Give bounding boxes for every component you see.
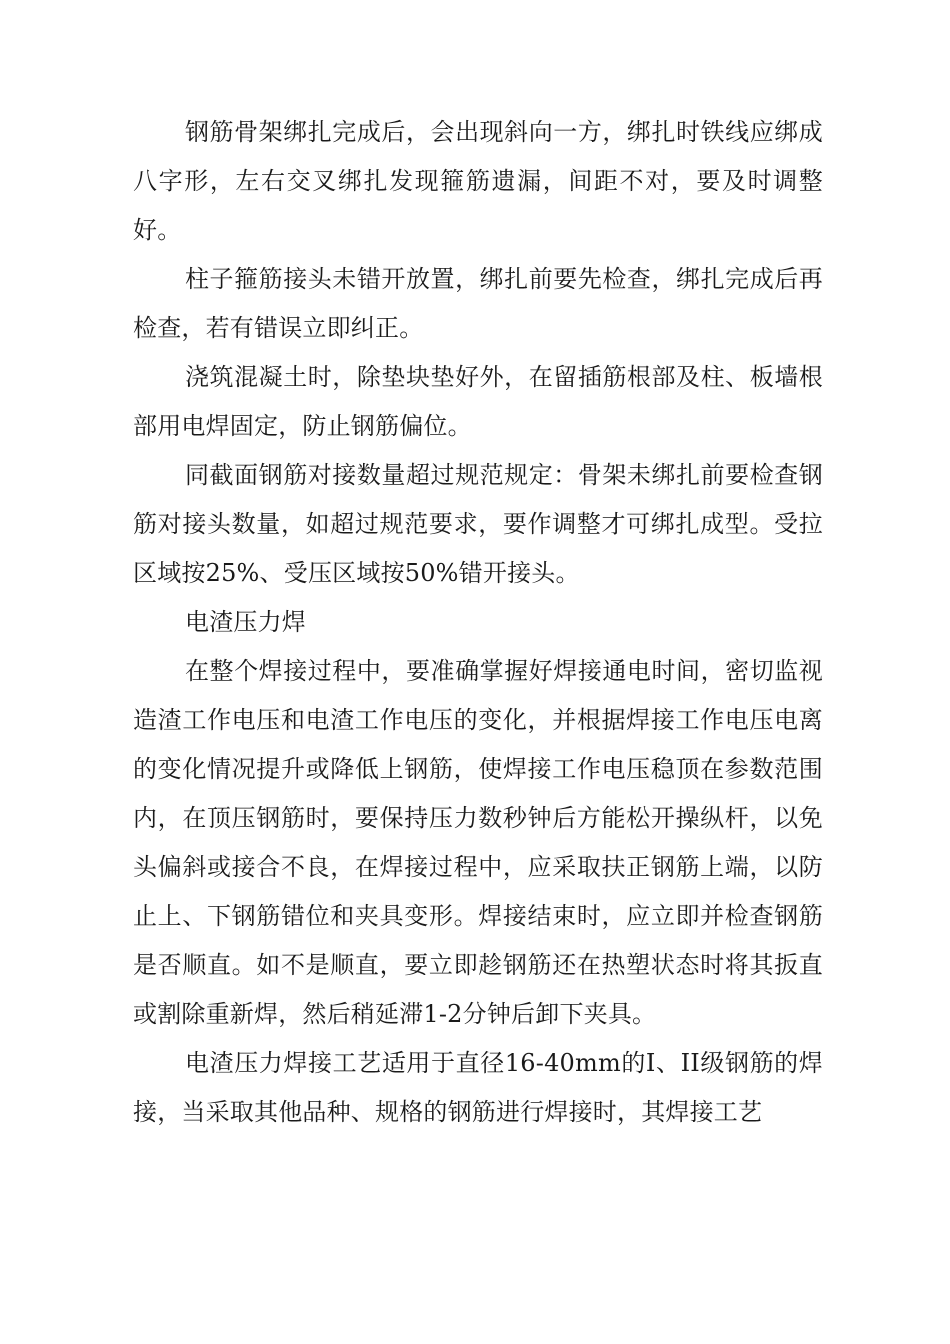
paragraph-welding-process: 在整个焊接过程中，要准确掌握好焊接通电时间，密切监视造渣工作电压和电渣工作电压的变化，并根据焊接工作电压电离的变化情况提升或降低上钢筋，使焊接工作电压稳顶在参数范围内，在顶压钢筋时，要保持压力数秒钟后方能松开操纵杆，以免头偏斜或接合不良，在焊接过程中，应采取扶正钢筋上端，以防止上、下钢筋错位和夹具变形。焊接结束时，应立即并检查钢筋是否顺直。如不是顺直，要立即趁钢筋还在热塑状态时将其扳直或割除重新焊，然后稍延滞1-2分钟后卸下夹具。 [133,657,823,1028]
section-heading-electroslag-welding: 电渣压力焊 [185,608,306,636]
paragraph-column-stirrup-joints: 柱子箍筋接头未错开放置，绑扎前要先检查，绑扎完成后再检查，若有错误立即纠正。 [133,265,823,342]
paragraph-rebar-cage-binding: 钢筋骨架绑扎完成后，会出现斜向一方，绑扎时铁线应绑成八字形，左右交叉绑扎发现箍筋遗漏，间距不对，要及时调整好。 [133,118,823,244]
paragraph-concrete-pouring: 浇筑混凝土时，除垫块垫好外，在留插筋根部及柱、板墙根部用电焊固定，防止钢筋偏位。 [133,363,823,440]
paragraph-welding-applicability: 电渣压力焊接工艺适用于直径16-40mm的I、II级钢筋的焊接，当采取其他品种、规格的钢筋进行焊接时，其焊接工艺 [133,1049,823,1126]
paragraph-joint-quantity: 同截面钢筋对接数量超过规范规定：骨架未绑扎前要检查钢筋对接头数量，如超过规范要求，要作调整才可绑扎成型。受拉区域按25%、受压区域按50%错开接头。 [133,461,823,587]
document-body [133,108,823,1137]
